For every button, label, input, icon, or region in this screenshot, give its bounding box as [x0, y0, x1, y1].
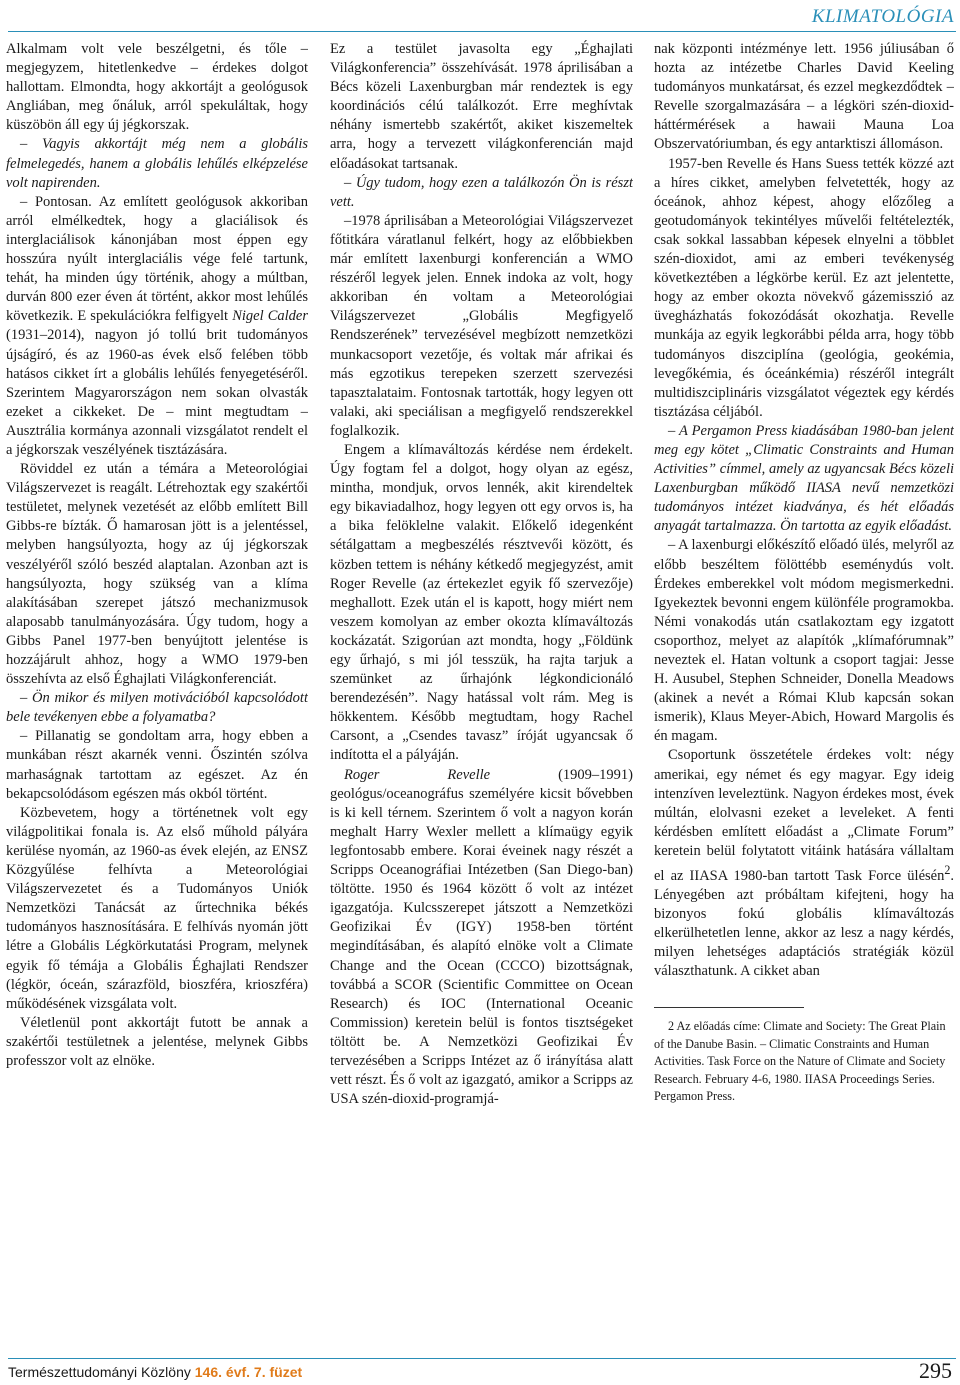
- paragraph: Röviddel ez után a témára a Meteorológiai Világszervezet is reagált. Létrehoztak egy szakértői testületet, melynek vezetését az előbb említett Bill Gibbs-re bízták. Ő hamarosan jött is a jelentéssel, melyben hangsúlyozta, hogy az új jégkorszak veszélyéről szóló beszéd alaptalan. Azonban azt is hangsúlyozta, hogy szükség van a klíma alakításában szerepet játszó mechanizmusok alaposabb tanulmányozására. Úgy tudom, hogy a Gibbs Panel 1977-ben benyújtott jelentése is hozzájárult ahhoz, hogy a WMO 1979-ben összehívta az első Éghajlati Világkonferenciát.: [6, 461, 308, 688]
- paragraph: Véletlenül pont akkortájt futott be annak a szakértői testületnek a jelentése, melynek Gibbs professzor volt az elnöke.: [6, 1014, 308, 1069]
- text-run: – Pontosan. Az említett geológusok akkoriban arról elmélkedtek, hogy a glaciálisok és interglaciálisok kánonjában most éppen egy hosszúra nyúlt interglaciális vége felé tartunk, tehát, ha minden úgy történik, ahogy a múltban, durván 800 ezer éven át történt, akkor most lehűlés következik. E spekulációkra felfigyelt: [6, 193, 308, 325]
- paragraph: 1957-ben Revelle és Hans Suess tették közzé azt a híres cikket, amelyben felvetették, hogy az óceánok, ahhoz képest, ahogy előzőleg a geotudományok tekintélyes művelői feltételezték, csak sokkal lassabban képesek elnyelni a többlet szén-dioxidot, ami az emberi tevékenység következtében a légkörbe kerül. Ez azt jelentette, hogy az ember okozta növekvő gázemisszió az üvegházhatás fokozódását okozhatja. Revelle munkája az egyik legkorábbi példa arra, hogy több tudományos diszciplína (geológia, geokémia, levegőkémia, és óceánkémia) részéről integrált multidiszciplináris vizsgálatot végeztek egy kérdés tisztázása céljából.: [654, 155, 954, 420]
- paragraph: Ez a testület javasolta egy „Éghajlati Világkonferencia” összehívását. 1978 áprilisában a Bécs közeli Laxenburgban már rendeztek is egy koordinációs célú találkozót. Erre meghívtak néhány ismertebb szakértőt, akiket kiszemeltek arra, hogy a tervezett világkonferencián majd előadásokat tartsanak.: [330, 41, 633, 172]
- footnote: 2 Az előadás címe: Climate and Society: The Great Plain of the Danube Basin. – Climatic Constraints and Human Activities. Task Force on the Nature of Climate and Society Research. February 4-6, 1980. IIASA Proceedings Series. Pergamon Press.: [654, 1019, 946, 1104]
- paragraph: [330, 766, 633, 1110]
- paragraph: Engem a klímaváltozás kérdése nem érdekelt. Úgy fogtam fel a dolgot, hogy olyan az egész, mintha, mondjuk, orvos lennék, akit kirendeltek egy bikaviadalhoz, hogy legyen ott egy orvos is, ha a bika felöklelne valakit. Előkelő idegenként sétálgattam a megbeszélés résztvevői között, és közben tettem is néhány kétkedő megjegyzést, amit Roger Revelle (az értekezlet egyik fő szervezője) meghallott. Ezek után el is kapott, hogy miért nem veszem komolyan az ember okozta klímaváltozás kockázatát. Szigorúan azt mondta, hogy „Földünk egy űrhajó, s mi jól tesszük, ha rajta tarjuk a szemünket az űrhajónk légkondicionáló berendezésén”. Nagy hatással volt rám. Meg is hökkentem. Később megtudtam, hogy Rachel Carsont, a „Csendes tavasz” íróját ugyancsak ő indította el a pályáján.: [330, 441, 633, 764]
- paragraph: –1978 áprilisában a Meteorológiai Világszervezet főtitkára váratlanul felkért, hogy az előbbiekben már említett laxenburgi konferencián a WMO részéről legyek jelen. Ennek indoka az volt, hogy akkoriban én voltam a Meteorológiai Világszervezet „Globális Megfigyelő Rendszerének” tervezésével megbízott nemzetközi munkacsoport vezetője, és voltak már afrikai és más egzotikus terepeken szerzett szervezési tapasztalataim. Fontosnak tartották, hogy legyen ott valaki, aki speciálisan a megfigyelő rendszerekkel foglalkozik.: [330, 212, 633, 439]
- paragraph: Alkalmam volt vele beszélgetni, és tőle – megjegyzem, hitetlenkedve – érdekes dolgot hallottam. Elmondta, hogy akkortájt a geológusok Angliában, meg őnáluk, arról spekuláltak, hogy küszöbön áll egy új jégkorszak.: [6, 41, 308, 134]
- section-title: KLIMATOLÓGIA: [811, 6, 954, 27]
- paragraph: – A laxenburgi előkészítő előadó ülés, melyről az előbb beszéltem fölöttébb eseménydús volt. Érdekes emberekkel volt módom megismerkedni. Igyekeztek bevonni engem különféle programokba. Némi vonakodás után csatlakoztam egy izgatott csoporthoz, melyet az alapítók „klímafórumnak” neveztek el. Hatan voltunk a csoport tagjai: Jesse H. Ausubel, Stephen Schneider, Donella Meadows (akinek a nevét a Római Klub kapcsán sokan ismerik), Klaus Meyer-Abich, Howard Margolis és én magam.: [654, 537, 954, 745]
- column-1: [6, 40, 308, 1340]
- journal-citation: [8, 1364, 302, 1380]
- text-run: (1931–2014), nagyon jó tollú brit tudományos újságíró, és az 1960-as évek első felében több hatásos cikket írt a globális lehűlés fenyegetéséről. Szerintem Magyarországon nem sokan olvasták ezeket a cikkeket. De – mint megtudtam – Ausztrália kormánya azonnali vizsgálatot rendelt el a jégkorszak veszélyének tisztázására.: [6, 327, 308, 458]
- paragraph: – Pillanatig se gondoltam arra, hogy ebben a munkában részt akarnék venni. Őszintén szólva marhaságnak tartottam az egészet. Az én bekapcsolódásom egészen más okból történt.: [6, 728, 308, 802]
- person-name: Roger Revelle: [344, 766, 491, 783]
- header-rule: [8, 31, 956, 32]
- column-3: [654, 40, 954, 1340]
- interview-question: – Vagyis akkortájt még nem a globális felmelegedés, hanem a globális lehűlés elképzelése volt napirenden.: [6, 136, 308, 191]
- issue-number: 146. évf. 7. füzet: [194, 1364, 303, 1380]
- text-run: . Lényegében azt próbáltam kifejteni, hogy ha bizonyos fokú globális klímaváltozás elkerülhetetlen lenne, akkor az lesz a nagy kérdés, milyen lehetséges adaptációs stratégiák közül választhatunk. A cikket aban: [654, 867, 954, 980]
- text-run: Csoportunk összetétele érdekes volt: négy amerikai, egy német és egy magyar. Egy ideig intenzíven leveleztünk. Nagyon érdekes most, évek múltán, elolvasni ezeket a leveleket. A fenti kérdésben említett előadást a „Climate Forum” keretein belül folytatott vitáink hatására vállaltam el az IIASA 1980-ban tartott Task Force ülésén: [654, 747, 954, 884]
- page-header: [0, 0, 960, 34]
- footer-rule: [8, 1358, 956, 1359]
- journal-name: Természettudományi Közlöny: [8, 1364, 195, 1380]
- column-2: [330, 40, 633, 1340]
- interview-question: – Úgy tudom, hogy ezen a találkozón Ön is részt vett.: [330, 174, 633, 210]
- footnote-marker[interactable]: 2: [944, 863, 951, 878]
- text-run: (1909–1991) geológus/oceanográfus személyére kicsit bővebben is ki kell térnem. Szerintem ő volt a nagyon korán meghalt Harry Wexler mellett a klímaügy egyik legfontosabb embere. Korai éveinek nagy részét a Scripps Oceanográfiai Intézetben (San Diego-ban) töltötte. 1950 és 1964 között ő volt az intézet igazgatója. Kulcsszerepet játszott a Nemzetközi Geofizikai Év (IGY) 1958-ben történt megindításában, és alapító elnöke volt a Climate Change and the Ocean (CCCO) bizottságnak, továbbá a SCOR (Scientific Committee on Ocean Research) és IOC (International Oceanic Commission) keretein belül is fontos tisztségeket töltött be. A Nemzetközi Geofizikai Év tervezésében a Scripps Intézet az ő irányítása alatt vett részt. És ő volt az igazgató, amikor a Scripps az USA szén-dioxid-programjá-: [330, 766, 633, 1108]
- paragraph: [654, 746, 954, 981]
- paragraph: Közbevetem, hogy a történetnek volt egy világpolitikai fonala is. Az első műhold pályára kerülése nyomán, az 1960-as évek elején, az ENSZ Közgyűlése felhívta a Meteorológiai Világszervezetet és a Tudományos Uniók Nemzetközi Tanácsát az űrtechnika békés tudományos hasznosítására. E felhívás nyomán jött létre a Globális Légkörkutatási Program, melynek egyik fő témája a Globális Éghajlati Rendszer (légkör, óceán, szárazföld, bioszféra, krioszféra) működésének vizsgálata volt.: [6, 804, 308, 1012]
- person-name: Nigel Calder: [232, 308, 308, 325]
- interview-question: – Ön mikor és milyen motivációból kapcsolódott bele tevékenyen ebbe a folyamatba?: [6, 690, 308, 726]
- article-body: [0, 40, 960, 1340]
- page-number: 295: [919, 1358, 952, 1383]
- footnote-rule: [654, 1007, 804, 1008]
- interview-question: – A Pergamon Press kiadásában 1980-ban jelent meg egy kötet „Climatic Constraints and Human Activities” címmel, amely az ugyancsak Bécs közeli Laxenburgban működő IIASA nevű nemzetközi tudományos intézet kiadványa, és hét előadás anyagát tartalmazza. Ön tartotta az egyik előadást.: [654, 422, 954, 535]
- paragraph: nak központi intézménye lett. 1956 júliusában ő hozta az intézetbe Charles David Keeling tudományos munkatársat, és ezzel megkezdődtek – Revelle szorgalmazására – a légköri szén-dioxid-háttérmérések a hawaii Mauna Loa Obszervatóriumban, és egy antarktiszi állomáson.: [654, 41, 954, 153]
- paragraph: [6, 193, 308, 460]
